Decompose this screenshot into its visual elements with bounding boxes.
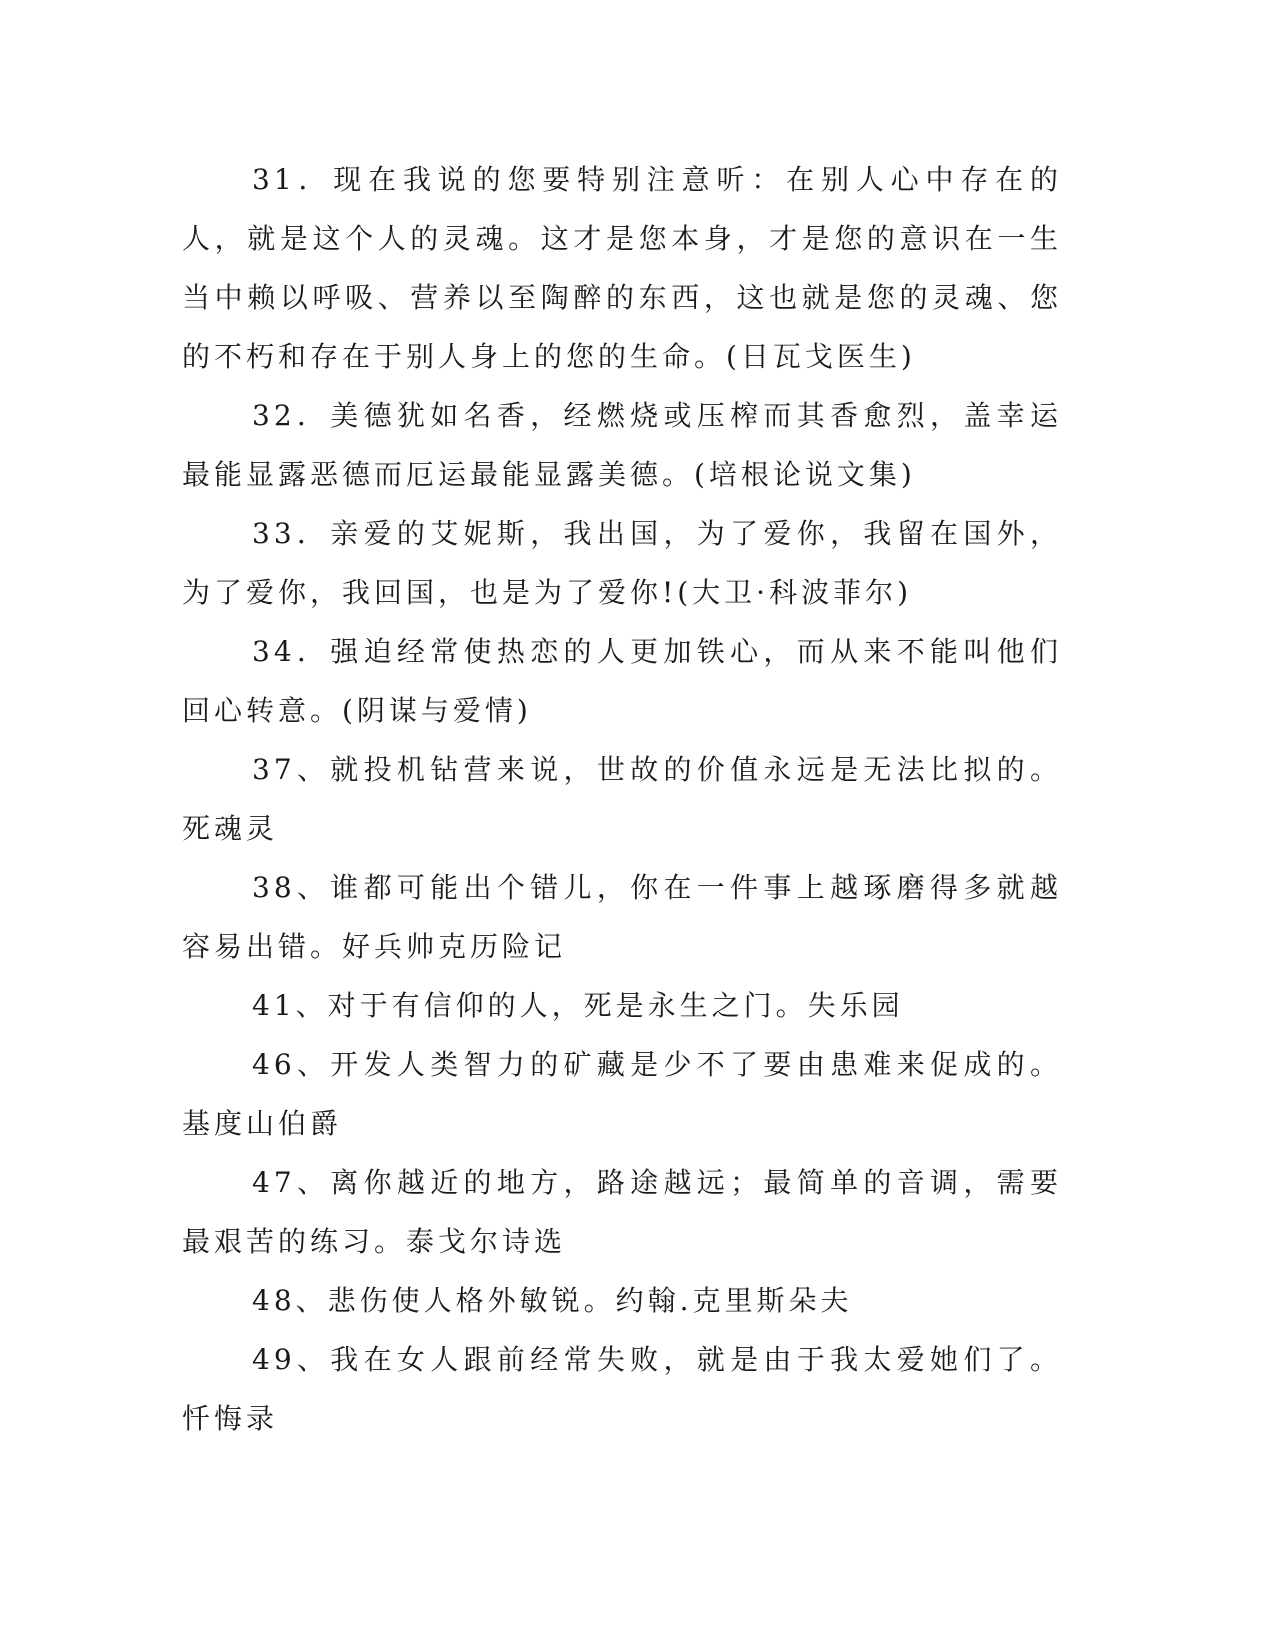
quote-paragraph-32: 32．美德犹如名香，经燃烧或压榨而其香愈烈，盖幸运最能显露恶德而厄运最能显露美德。(培根论说文集) — [182, 399, 1062, 491]
quote-paragraph-46: 46、开发人类智力的矿藏是少不了要由患难来促成的。基度山伯爵 — [182, 1048, 1062, 1140]
quote-paragraph-33: 33．亲爱的艾妮斯，我出国，为了爱你，我留在国外，为了爱你，我回国，也是为了爱你!(大卫·科波菲尔) — [182, 517, 1062, 609]
quote-paragraph-47: 47、离你越近的地方，路途越远；最简单的音调，需要最艰苦的练习。泰戈尔诗选 — [182, 1166, 1062, 1258]
quote-paragraph-34: 34．强迫经常使热恋的人更加铁心，而从来不能叫他们回心转意。(阴谋与爱情) — [182, 635, 1062, 727]
quote-paragraph-49: 49、我在女人跟前经常失败，就是由于我太爱她们了。忏悔录 — [182, 1343, 1062, 1435]
quote-paragraph-38: 38、谁都可能出个错儿，你在一件事上越琢磨得多就越容易出错。好兵帅克历险记 — [182, 871, 1062, 963]
document-body — [182, 150, 1062, 1448]
quote-paragraph-37: 37、就投机钻营来说，世故的价值永远是无法比拟的。死魂灵 — [182, 753, 1062, 845]
quote-paragraph-31: 31．现在我说的您要特别注意听：在别人心中存在的人，就是这个人的灵魂。这才是您本身，才是您的意识在一生当中赖以呼吸、营养以至陶醉的东西，这也就是您的灵魂、您的不朽和存在于别人身上的您的生命。(日瓦戈医生) — [182, 163, 1062, 373]
quote-paragraph-41: 41、对于有信仰的人，死是永生之门。失乐园 — [252, 989, 904, 1022]
quote-paragraph-48: 48、悲伤使人格外敏锐。约翰.克里斯朵夫 — [252, 1284, 853, 1317]
